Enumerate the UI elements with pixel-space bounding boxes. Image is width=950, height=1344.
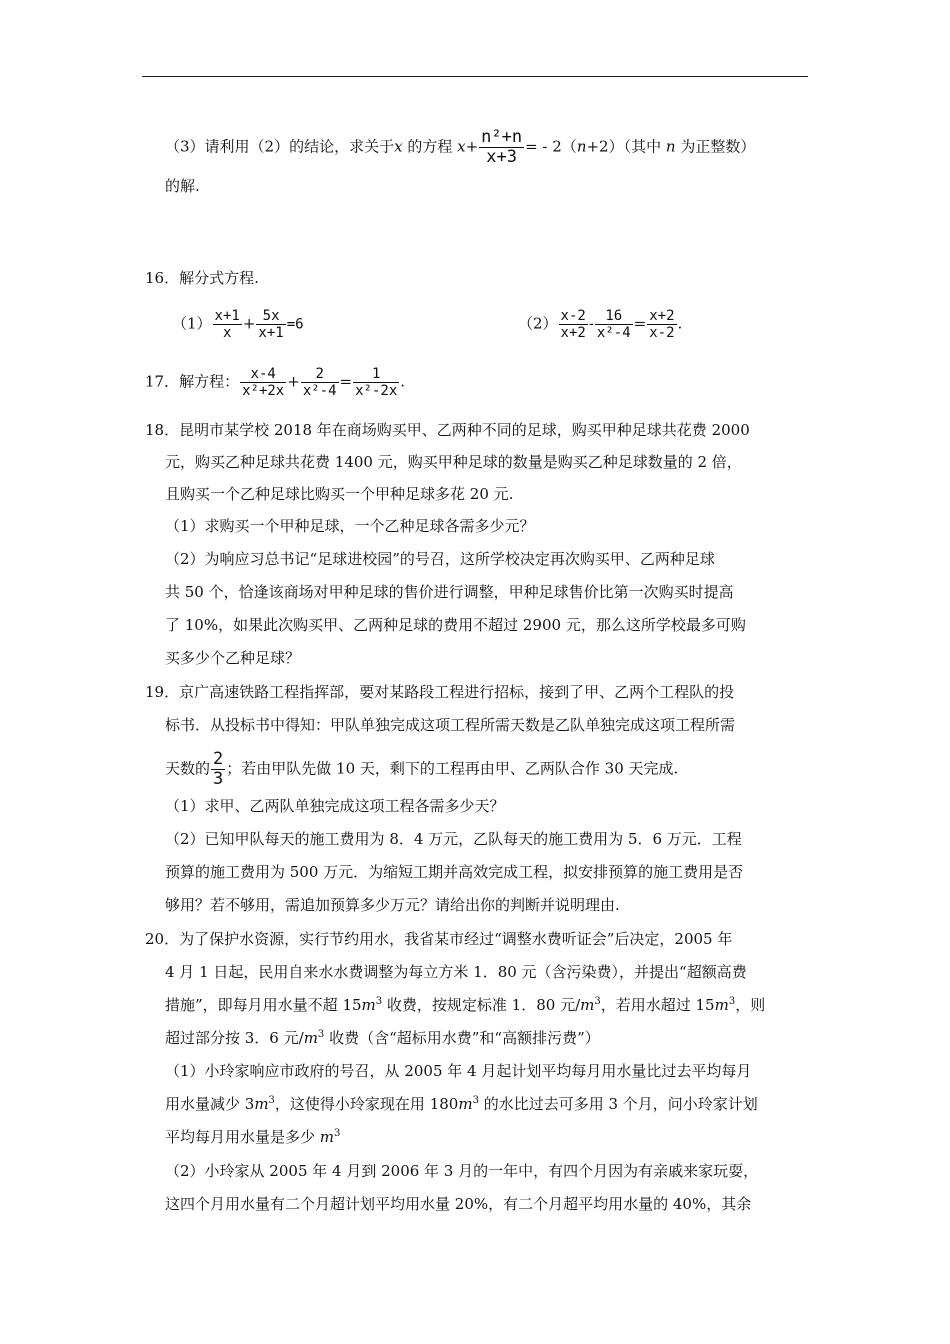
unit-exp: 3	[594, 996, 601, 1007]
q16-p2-frac2	[595, 308, 633, 341]
unit-exp: 3	[268, 1095, 275, 1106]
fraction-denominator: 3	[213, 769, 224, 789]
fraction-denominator: x²-4	[302, 383, 337, 399]
q18-line1: 18．昆明市某学校 2018 年在商场购买甲、乙两种不同的足球，购买甲种足球共花费 2000	[145, 421, 750, 439]
fraction-numerator: 5x	[262, 308, 280, 324]
two-thirds-fraction	[211, 750, 225, 789]
unit-exp: 3	[334, 1128, 341, 1139]
fraction-denominator: x²-2x	[355, 383, 398, 399]
unit-exp: 3	[317, 1029, 325, 1040]
plus-sign: +	[287, 372, 300, 391]
fraction-numerator: 2	[315, 366, 324, 382]
unit-m: m	[319, 1128, 335, 1146]
q16-p1-frac2	[256, 308, 285, 341]
q15-part3-label: （3）请利用（2）的结论，求关于	[165, 137, 395, 156]
plus-sign: +	[242, 314, 256, 333]
unit-exp: 3	[472, 1095, 479, 1106]
equals-six: =6	[286, 316, 304, 333]
var-x: x	[394, 137, 403, 156]
var-n: n	[665, 137, 676, 156]
fraction-denominator: x-2	[649, 325, 675, 341]
text: 平均每月用水量是多少	[165, 1128, 320, 1146]
q18-line5: （2）为响应习总书记“足球进校园”的号召，这所学校决定再次购买甲、乙两种足球	[165, 550, 715, 568]
q15-part3-line2: 的解.	[165, 177, 200, 195]
fraction-numerator: x+2	[649, 308, 675, 324]
equals-sign: =	[339, 372, 353, 391]
text: ，则	[735, 996, 766, 1014]
fraction-numerator: 2	[213, 749, 224, 769]
var-n: n	[576, 137, 587, 156]
q19-line4: （1）求甲、乙两队单独完成这项工程各需多少天？	[165, 797, 505, 815]
q18-line7: 了 10%，如果此次购买甲、乙两种足球的费用不超过 2900 元，那么这所学校最多可购	[165, 616, 746, 634]
q20-line8: （2）小玲家从 2005 年 4 月到 2006 年 3 月的一年中，有四个月因为有亲戚来家玩耍，	[165, 1162, 759, 1180]
text: 超过部分按 3．6 元/	[165, 1029, 304, 1047]
q16-part1	[172, 308, 304, 341]
q17-frac2	[301, 366, 339, 399]
fraction-numerator: 16	[605, 308, 623, 324]
unit-m: m	[361, 996, 376, 1014]
unit-exp: 3	[375, 996, 383, 1007]
fraction-numerator: x+1	[214, 308, 240, 324]
fraction-denominator: x²-4	[596, 325, 631, 341]
q16-part1-label: （1）	[172, 314, 212, 333]
text: 措施”，即每月用水量不超 15	[165, 996, 362, 1014]
text: ，若用水超过 15	[600, 996, 715, 1014]
q17-line	[145, 366, 405, 399]
fraction-denominator: x	[213, 324, 242, 341]
q19-line3	[165, 750, 678, 789]
q20-line1: 20．为了保护水资源，实行节约用水，我省某市经过“调整水费听证会”后决定，2005 年	[145, 930, 733, 948]
unit-exp: 3	[728, 996, 736, 1007]
q15-text-2: +2）（其中	[586, 137, 666, 156]
q15-x-plus: x+	[457, 137, 479, 156]
q20-line7	[165, 1127, 340, 1147]
q16-part2-label: （2）	[518, 314, 558, 333]
unit-m: m	[580, 996, 595, 1014]
q16-part2	[518, 308, 682, 341]
fraction-denominator: x+2	[560, 325, 586, 341]
unit-m: m	[714, 996, 729, 1014]
text: 收费，按规定标准 1．80 元/	[382, 996, 581, 1014]
header-rule	[142, 76, 808, 77]
fraction-numerator: 1	[371, 366, 381, 382]
q17-label: 17．解方程：	[145, 372, 240, 391]
q17-frac1	[240, 366, 286, 399]
q18-line8: 买多少个乙种足球？	[165, 649, 301, 667]
fraction-numerator: x-2	[560, 308, 586, 324]
q19-line3-text2: ；若由甲队先做 10 天，剩下的工程再由甲、乙两队合作 30 天完成.	[226, 759, 679, 778]
q15-tail: 为正整数）	[675, 137, 756, 156]
unit-m: m	[254, 1095, 269, 1113]
fraction-denominator: x+3	[479, 147, 524, 167]
text: 收费（含“超标用水费”和“高额排污费”）	[324, 1029, 600, 1047]
q19-line6: 预算的施工费用为 500 万元．为缩短工期并高效完成工程，拟安排预算的施工费用是否	[165, 863, 744, 881]
q18-line4: （1）求购买一个甲种足球，一个乙种足球各需多少元？	[165, 517, 535, 535]
q15-part3-line	[165, 128, 755, 167]
q19-line7: 够用？若不够用，需追加预算多少万元？请给出你的判断并说明理由.	[165, 896, 620, 914]
text: ，这使得小玲家现在用 180	[274, 1095, 459, 1113]
q20-line5: （1）小玲家响应市政府的号召，从 2005 年 4 月起计划平均每月用水量比过去平均每月	[165, 1062, 752, 1080]
q16-p1-frac1	[213, 308, 242, 341]
minus-sign: -	[588, 314, 594, 333]
q15-text: 的方程	[402, 137, 458, 156]
text: 用水量减少 3	[165, 1095, 255, 1113]
q20-line9: 这四个月用水量有二个月超计划平均用水量 20%，有二个月超平均用水量的 40%，其余	[165, 1195, 752, 1213]
q15-fraction	[479, 128, 524, 167]
q20-line3	[165, 995, 765, 1015]
q16-p2-frac1	[559, 308, 588, 341]
q19-line1: 19．京广高速铁路工程指挥部，要对某路段工程进行招标，接到了甲、乙两个工程队的投	[145, 683, 735, 701]
q17-frac3	[353, 366, 399, 399]
period: .	[677, 314, 683, 333]
unit-m: m	[458, 1095, 473, 1113]
q19-line3-text: 天数的	[165, 759, 211, 778]
q16-title: 16．解分式方程.	[145, 269, 259, 287]
q16-p2-frac3	[647, 308, 676, 341]
fraction-denominator: x²+2x	[242, 383, 285, 399]
q19-line5: （2）已知甲队每天的施工费用为 8．4 万元，乙队每天的施工费用为 5．6 万元．工程	[165, 830, 742, 848]
q18-line3: 且购买一个乙种足球比购买一个甲种足球多花 20 元.	[165, 485, 514, 503]
q19-line2: 标书．从投标书中得知：甲队单独完成这项工程所需天数是乙队单独完成这项工程所需	[165, 716, 736, 734]
q20-line2: 4 月 1 日起，民用自来水水费调整为每立方米 1．80 元（含污染费），并提出“超额高费	[165, 963, 747, 981]
q18-line6: 共 50 个，恰逢该商场对甲种足球的售价进行调整，甲种足球售价比第一次购买时提高	[165, 583, 734, 601]
fraction-numerator: x-4	[250, 366, 276, 382]
unit-m: m	[303, 1029, 318, 1047]
q15-eq: = - 2（	[525, 137, 577, 156]
text: 的水比过去可多用 3 个月，问小玲家计划	[478, 1095, 758, 1113]
fraction-denominator: x+1	[258, 325, 284, 341]
q20-line4	[165, 1028, 600, 1048]
q20-line6	[165, 1094, 758, 1114]
equals-sign: =	[633, 314, 647, 333]
q18-line2: 元，购买乙种足球共花费 1400 元，购买甲种足球的数量是购买乙种足球数量的 2 倍，	[165, 453, 742, 471]
period: .	[400, 372, 406, 391]
fraction-numerator: n²+n	[481, 127, 523, 147]
